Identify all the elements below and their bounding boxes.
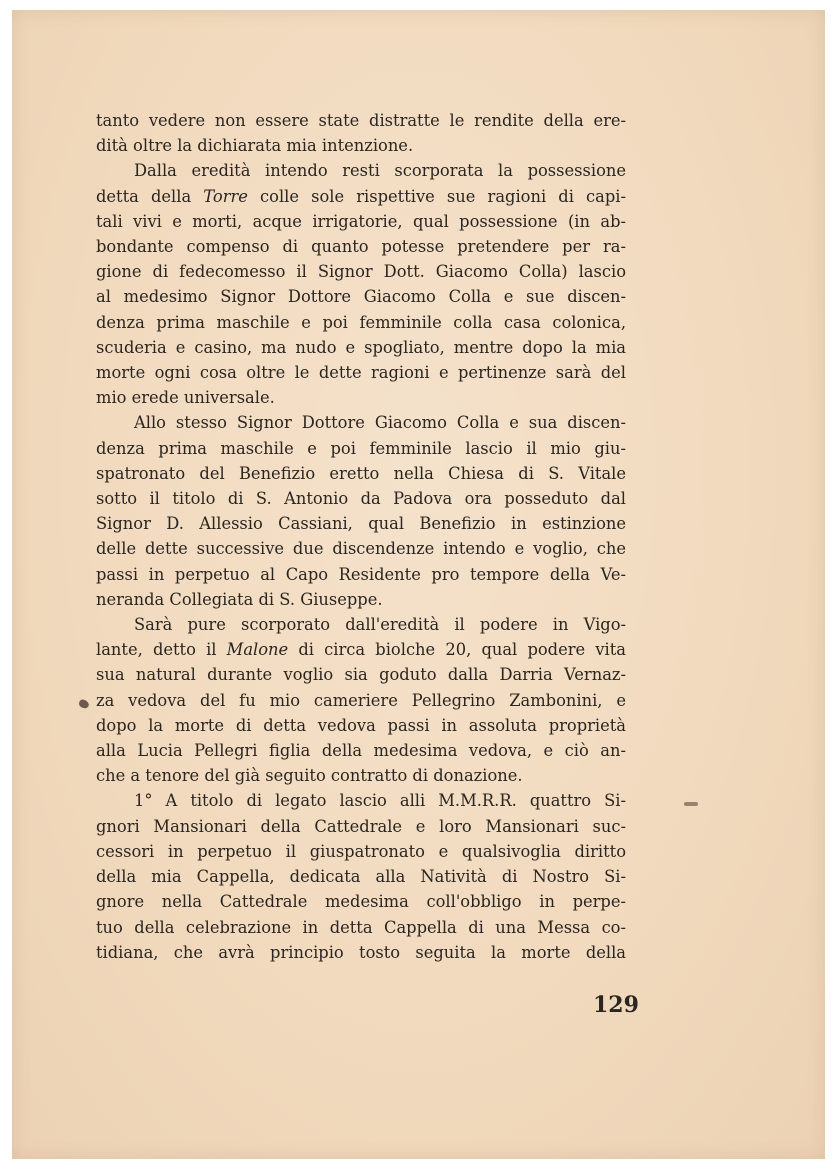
text-segment: denza prima maschile e poi femminile colla casa colonica,	[96, 312, 626, 332]
text-line	[96, 360, 626, 385]
text-line	[96, 461, 626, 486]
text-segment: Sarà pure scorporato dall'eredità il podere in Vigo-	[134, 615, 626, 635]
text-segment: Allo stesso Signor Dottore Giacomo Colla e sua discen-	[134, 413, 626, 433]
text-segment: che a tenore del già seguito contratto di donazione.	[96, 766, 523, 786]
text-line	[96, 511, 626, 536]
text-segment: 1° A titolo di legato lascio alli M.M.R.R. quattro Si-	[134, 791, 626, 811]
text-line	[96, 915, 626, 940]
text-segment: passi in perpetuo al Capo Residente pro tempore della Ve-	[96, 564, 626, 584]
text-line	[96, 486, 626, 511]
text-line	[96, 788, 626, 813]
text-segment: dità oltre la dichiarata mia intenzione.	[96, 136, 414, 156]
text-line	[96, 839, 626, 864]
text-segment: di circa biolche 20, qual podere vita	[288, 640, 626, 660]
text-line	[96, 763, 626, 788]
text-line	[96, 410, 626, 435]
text-segment: cessori in perpetuo il giuspatronato e qualsivoglia diritto	[96, 841, 626, 861]
text-segment: Signor D. Allessio Cassiani, qual Benefizio in estinzione	[96, 514, 626, 534]
text-line	[96, 436, 626, 461]
text-segment: gnori Mansionari della Cattedrale e loro Mansionari suc-	[96, 816, 626, 836]
text-segment: alla Lucia Pellegri figlia della medesima vedova, e ciò an-	[96, 741, 626, 761]
text-segment: spatronato del Benefizio eretto nella Chiesa di S. Vitale	[96, 463, 626, 483]
text-line	[96, 562, 626, 587]
text-line	[96, 284, 626, 309]
text-line	[96, 108, 626, 133]
italic-term: Malone	[226, 640, 289, 660]
text-line	[96, 335, 626, 360]
text-line	[96, 259, 626, 284]
text-line	[96, 713, 626, 738]
text-segment: scuderia e casino, ma nudo e spogliato, mentre dopo la mia	[96, 337, 626, 357]
text-line	[96, 133, 626, 158]
text-segment: gione di fedecomesso il Signor Dott. Giacomo Colla) lascio	[96, 262, 626, 282]
page-number: 129	[593, 992, 639, 1018]
text-segment: tidiana, che avrà principio tosto seguita la morte della	[96, 942, 626, 962]
text-line	[96, 612, 626, 637]
text-line	[96, 688, 626, 713]
text-segment: denza prima maschile e poi femminile lascio il mio giu-	[96, 438, 626, 458]
text-line	[96, 536, 626, 561]
text-segment: lante, detto il	[96, 640, 227, 660]
text-segment: tali vivi e morti, acque irrigatorie, qual possessione (in ab-	[96, 211, 626, 231]
text-segment: gnore nella Cattedrale medesima coll'obbligo in perpe-	[96, 892, 626, 912]
text-segment: Dalla eredità intendo resti scorporata la possessione	[134, 161, 626, 181]
text-segment: colle sole rispettive sue ragioni di capi-	[247, 186, 626, 206]
text-line	[96, 385, 626, 410]
text-line	[96, 637, 626, 662]
text-line	[96, 738, 626, 763]
text-line	[96, 889, 626, 914]
text-line	[96, 158, 626, 183]
text-segment: al medesimo Signor Dottore Giacomo Colla e sue discen-	[96, 287, 626, 307]
text-line	[96, 864, 626, 889]
text-segment: sua natural durante voglio sia goduto dalla Darria Vernaz-	[96, 665, 626, 685]
text-segment: dopo la morte di detta vedova passi in assoluta proprietà	[96, 715, 626, 735]
text-segment: della mia Cappella, dedicata alla Natività di Nostro Si-	[96, 867, 626, 887]
text-line	[96, 310, 626, 335]
text-segment: morte ogni cosa oltre le dette ragioni e pertinenze sarà del	[96, 363, 626, 383]
text-line	[96, 587, 626, 612]
text-line	[96, 209, 626, 234]
text-segment: sotto il titolo di S. Antonio da Padova ora posseduto dal	[96, 489, 626, 509]
text-segment: delle dette successive due discendenze intendo e voglio, che	[96, 539, 626, 559]
text-segment: tuo della celebrazione in detta Cappella di una Messa co-	[96, 917, 626, 937]
text-line	[96, 662, 626, 687]
text-line	[96, 940, 626, 965]
ink-blot-mark	[78, 699, 90, 710]
text-line	[96, 814, 626, 839]
text-segment: za vedova del fu mio cameriere Pellegrino Zambonini, e	[96, 690, 626, 710]
text-segment: bondante compenso di quanto potesse pretendere per ra-	[96, 237, 626, 257]
text-segment: mio erede universale.	[96, 388, 275, 408]
ink-dash-mark	[684, 802, 698, 806]
body-text	[96, 108, 626, 965]
text-segment: tanto vedere non essere state distratte le rendite della ere-	[96, 111, 626, 130]
text-line	[96, 184, 626, 209]
text-line	[96, 234, 626, 259]
italic-term: Torre	[203, 186, 248, 206]
text-segment: neranda Collegiata di S. Giuseppe.	[96, 589, 383, 609]
text-segment: detta della	[96, 186, 204, 206]
